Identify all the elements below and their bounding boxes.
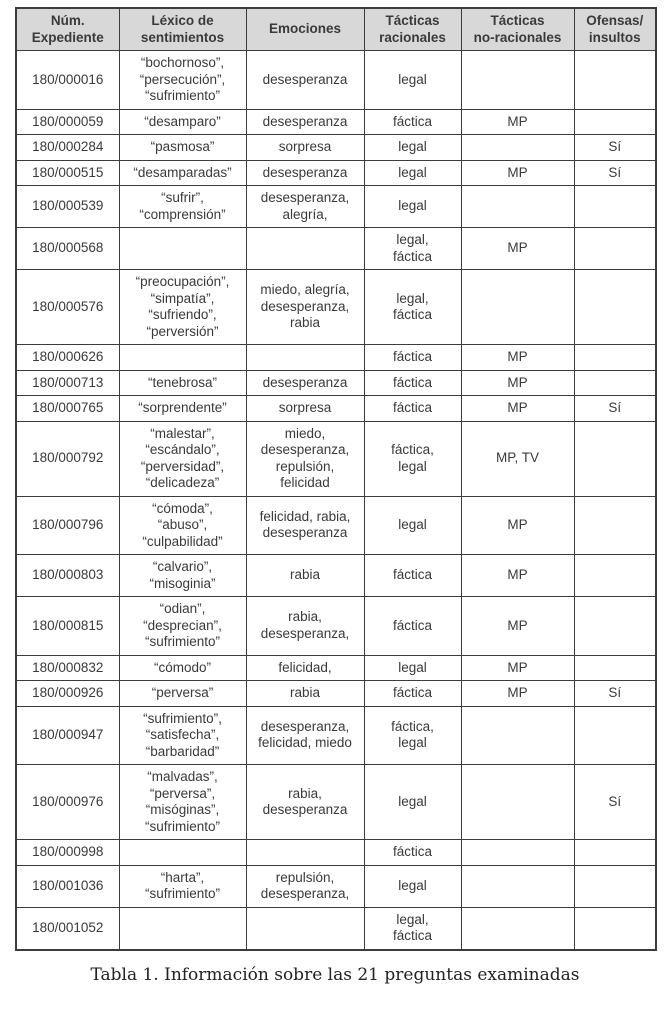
- table-cell: “cómodo”: [119, 655, 246, 681]
- table-cell: Sí: [574, 681, 656, 707]
- table-cell: 180/000926: [16, 681, 119, 707]
- table-cell: fáctica, legal: [364, 706, 461, 765]
- table-cell: Sí: [574, 135, 656, 161]
- table-cell: [461, 840, 574, 866]
- table-body: [16, 51, 656, 950]
- table-cell: “sufrimiento”, “satisfecha”, “barbaridad”: [119, 706, 246, 765]
- table-cell: 180/000576: [16, 270, 119, 345]
- table-cell: [574, 228, 656, 270]
- table-cell: rabia: [246, 555, 364, 597]
- table-cell: fáctica, legal: [364, 421, 461, 496]
- table-cell: MP: [461, 370, 574, 396]
- table-cell: “tenebrosa”: [119, 370, 246, 396]
- table-row: [16, 51, 656, 110]
- table-row: [16, 907, 656, 950]
- column-header: Ofensas/ insultos: [574, 8, 656, 51]
- table-cell: [574, 496, 656, 555]
- table-cell: “desamparo”: [119, 109, 246, 135]
- table-cell: MP: [461, 496, 574, 555]
- table-cell: felicidad, rabia, desesperanza: [246, 496, 364, 555]
- column-header: Léxico de sentimientos: [119, 8, 246, 51]
- table-cell: “odian”, “desprecian”, “sufrimiento”: [119, 597, 246, 656]
- table-cell: fáctica: [364, 109, 461, 135]
- table-cell: [461, 706, 574, 765]
- table-cell: “bochornoso”, “persecución”, “sufrimiento”: [119, 51, 246, 110]
- table-cell: [246, 907, 364, 950]
- table-cell: “calvario”, “misoginia”: [119, 555, 246, 597]
- table-cell: “sufrir”, “comprensión”: [119, 186, 246, 228]
- table-cell: legal: [364, 160, 461, 186]
- table-cell: [574, 51, 656, 110]
- table-cell: 180/000815: [16, 597, 119, 656]
- table-row: [16, 840, 656, 866]
- table-cell: MP: [461, 396, 574, 422]
- table-row: [16, 597, 656, 656]
- table-cell: [574, 555, 656, 597]
- table-cell: legal: [364, 865, 461, 907]
- table-cell: [246, 228, 364, 270]
- table-cell: Sí: [574, 160, 656, 186]
- table-cell: fáctica: [364, 681, 461, 707]
- table-row: [16, 228, 656, 270]
- table-cell: [574, 840, 656, 866]
- table-row: [16, 345, 656, 371]
- table-cell: legal, fáctica: [364, 228, 461, 270]
- table-cell: legal: [364, 51, 461, 110]
- column-header: Núm. Expediente: [16, 8, 119, 51]
- table-cell: MP: [461, 160, 574, 186]
- table-cell: MP: [461, 345, 574, 371]
- table-row: [16, 865, 656, 907]
- table-cell: [574, 421, 656, 496]
- table-cell: 180/000059: [16, 109, 119, 135]
- table-cell: “malvadas”, “perversa”, “misóginas”, “sufrimiento”: [119, 765, 246, 840]
- table-cell: MP: [461, 109, 574, 135]
- table-cell: 180/000832: [16, 655, 119, 681]
- table-row: [16, 270, 656, 345]
- table-cell: rabia, desesperanza,: [246, 597, 364, 656]
- table-cell: repulsión, desesperanza,: [246, 865, 364, 907]
- table-cell: [461, 765, 574, 840]
- table-cell: MP: [461, 228, 574, 270]
- table-cell: 180/000713: [16, 370, 119, 396]
- table-cell: sorpresa: [246, 396, 364, 422]
- data-table: [15, 7, 657, 951]
- table-cell: MP, TV: [461, 421, 574, 496]
- table-cell: 180/000284: [16, 135, 119, 161]
- table-cell: desesperanza: [246, 51, 364, 110]
- table-cell: [574, 270, 656, 345]
- header-row: [16, 8, 656, 51]
- table-row: [16, 681, 656, 707]
- table-cell: 180/000626: [16, 345, 119, 371]
- table-cell: 180/000016: [16, 51, 119, 110]
- table-cell: [574, 186, 656, 228]
- table-cell: 180/000539: [16, 186, 119, 228]
- table-row: [16, 109, 656, 135]
- table-cell: [461, 51, 574, 110]
- table-cell: felicidad,: [246, 655, 364, 681]
- table-cell: “harta”, “sufrimiento”: [119, 865, 246, 907]
- column-header: Emociones: [246, 8, 364, 51]
- table-cell: desesperanza: [246, 370, 364, 396]
- table-cell: Sí: [574, 396, 656, 422]
- table-row: [16, 655, 656, 681]
- table-row: [16, 135, 656, 161]
- table-cell: fáctica: [364, 840, 461, 866]
- table-cell: [461, 907, 574, 950]
- table-cell: 180/000796: [16, 496, 119, 555]
- table-cell: legal, fáctica: [364, 270, 461, 345]
- table-cell: sorpresa: [246, 135, 364, 161]
- table-cell: [574, 345, 656, 371]
- table-row: [16, 496, 656, 555]
- table-cell: fáctica: [364, 370, 461, 396]
- table-cell: fáctica: [364, 345, 461, 371]
- table-cell: MP: [461, 681, 574, 707]
- table-cell: rabia: [246, 681, 364, 707]
- table-cell: desesperanza, felicidad, miedo: [246, 706, 364, 765]
- table-cell: [461, 186, 574, 228]
- table-cell: 180/001036: [16, 865, 119, 907]
- table-cell: MP: [461, 655, 574, 681]
- table-cell: [574, 109, 656, 135]
- table-cell: [461, 865, 574, 907]
- table-cell: miedo, alegría, desesperanza, rabia: [246, 270, 364, 345]
- table-cell: rabia, desesperanza: [246, 765, 364, 840]
- table-cell: [574, 706, 656, 765]
- table-cell: legal: [364, 135, 461, 161]
- table-cell: [574, 865, 656, 907]
- table-cell: [119, 228, 246, 270]
- table-cell: desesperanza: [246, 109, 364, 135]
- table-cell: MP: [461, 555, 574, 597]
- table-cell: [574, 907, 656, 950]
- table-cell: “pasmosa”: [119, 135, 246, 161]
- table-cell: Sí: [574, 765, 656, 840]
- table-cell: [246, 840, 364, 866]
- table-cell: legal: [364, 655, 461, 681]
- table-cell: “preocupación”, “simpatía”, “sufriendo”, “perversión”: [119, 270, 246, 345]
- table-cell: fáctica: [364, 555, 461, 597]
- table-cell: [574, 597, 656, 656]
- table-row: [16, 160, 656, 186]
- table-cell: legal: [364, 765, 461, 840]
- table-cell: [119, 840, 246, 866]
- table-cell: legal: [364, 186, 461, 228]
- table-row: [16, 396, 656, 422]
- table-row: [16, 370, 656, 396]
- table-cell: [119, 345, 246, 371]
- table-cell: fáctica: [364, 597, 461, 656]
- table-cell: “malestar”, “escándalo”, “perversidad”, “delicadeza”: [119, 421, 246, 496]
- table-cell: 180/000568: [16, 228, 119, 270]
- table-cell: [574, 655, 656, 681]
- table-row: [16, 765, 656, 840]
- table-cell: MP: [461, 597, 574, 656]
- table-cell: legal: [364, 496, 461, 555]
- table-header: [16, 8, 656, 51]
- table-row: [16, 706, 656, 765]
- table-cell: [246, 345, 364, 371]
- table-cell: 180/000947: [16, 706, 119, 765]
- table-cell: [574, 370, 656, 396]
- table-cell: legal, fáctica: [364, 907, 461, 950]
- table-cell: “sorprendente”: [119, 396, 246, 422]
- table-row: [16, 186, 656, 228]
- table-cell: 180/001052: [16, 907, 119, 950]
- table-row: [16, 421, 656, 496]
- column-header: Tácticas no-racionales: [461, 8, 574, 51]
- column-header: Tácticas racionales: [364, 8, 461, 51]
- table-cell: “desamparadas”: [119, 160, 246, 186]
- table-row: [16, 555, 656, 597]
- table-cell: [461, 135, 574, 161]
- table-cell: 180/000792: [16, 421, 119, 496]
- table-cell: [119, 907, 246, 950]
- table-cell: fáctica: [364, 396, 461, 422]
- table-cell: 180/000515: [16, 160, 119, 186]
- table-cell: 180/000803: [16, 555, 119, 597]
- table-cell: 180/000998: [16, 840, 119, 866]
- table-cell: desesperanza, alegría,: [246, 186, 364, 228]
- table-caption: Tabla 1. Información sobre las 21 preguntas examinadas: [90, 964, 580, 985]
- table-cell: [461, 270, 574, 345]
- table-cell: “cómoda”, “abuso”, “culpabilidad”: [119, 496, 246, 555]
- table-cell: desesperanza: [246, 160, 364, 186]
- table-cell: 180/000765: [16, 396, 119, 422]
- table-cell: “perversa”: [119, 681, 246, 707]
- table-cell: miedo, desesperanza, repulsión, felicidad: [246, 421, 364, 496]
- table-cell: 180/000976: [16, 765, 119, 840]
